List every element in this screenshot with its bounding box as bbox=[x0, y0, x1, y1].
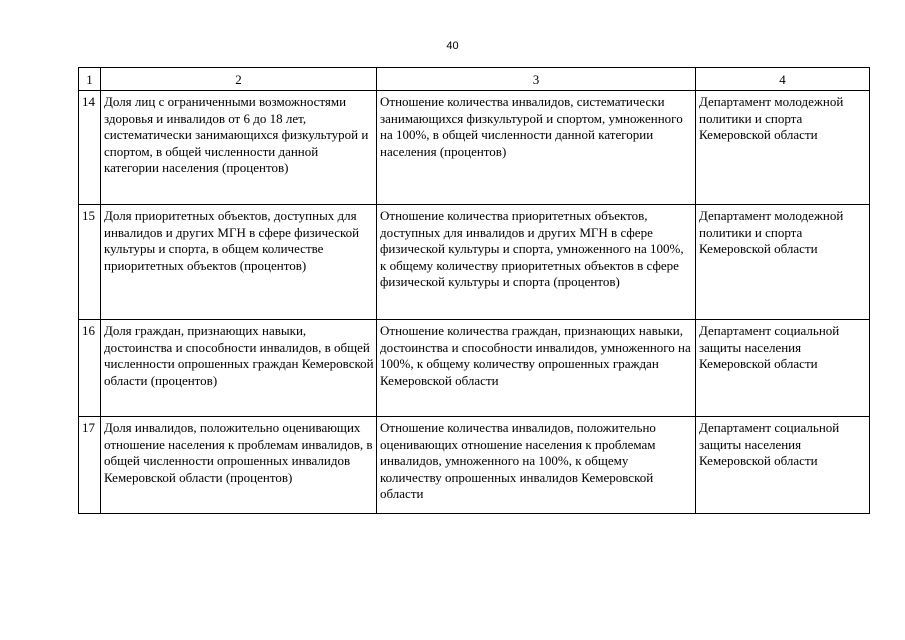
responsible-cell: Департамент молодежной политики и спорта Кемеровской области bbox=[696, 205, 870, 320]
row-number: 16 bbox=[79, 320, 101, 417]
row-number: 17 bbox=[79, 417, 101, 514]
indicator-cell: Доля граждан, признающих навыки, достоинства и способности инвалидов, в общей численности опрошенных граждан Кемеровской области (процентов) bbox=[101, 320, 377, 417]
indicator-table bbox=[78, 67, 870, 514]
responsible-cell: Департамент социальной защиты населения Кемеровской области bbox=[696, 417, 870, 514]
header-cell-1: 1 bbox=[79, 68, 101, 91]
responsible-cell: Департамент социальной защиты населения Кемеровской области bbox=[696, 320, 870, 417]
responsible-cell: Департамент молодежной политики и спорта Кемеровской области bbox=[696, 91, 870, 205]
indicator-cell: Доля лиц с ограниченными возможностями здоровья и инвалидов от 6 до 18 лет, систематически занимающихся физкультурой и спортом, в общей численности данной категории населения (процентов) bbox=[101, 91, 377, 205]
page-number: 40 bbox=[446, 40, 459, 52]
header-cell-4: 4 bbox=[696, 68, 870, 91]
indicator-cell: Доля инвалидов, положительно оценивающих отношение населения к проблемам инвалидов, в общей численности опрошенных инвалидов Кемеровской области (процентов) bbox=[101, 417, 377, 514]
header-cell-2: 2 bbox=[101, 68, 377, 91]
method-cell: Отношение количества инвалидов, положительно оценивающих отношение населения к проблемам инвалидов, умноженного на 100%, к общему количеству опрошенных инвалидов Кемеровской области bbox=[377, 417, 696, 514]
table-row bbox=[79, 205, 870, 320]
table-row bbox=[79, 320, 870, 417]
indicator-cell: Доля приоритетных объектов, доступных для инвалидов и других МГН в сфере физической культуры и спорта, в общем количестве приоритетных объектов (процентов) bbox=[101, 205, 377, 320]
table-row bbox=[79, 91, 870, 205]
method-cell: Отношение количества приоритетных объектов, доступных для инвалидов и других МГН в сфере физической культуры и спорта, умноженного на 100%, к общему количеству приоритетных объектов в сфере физической культуры и спорта (процентов) bbox=[377, 205, 696, 320]
row-number: 14 bbox=[79, 91, 101, 205]
header-cell-3: 3 bbox=[377, 68, 696, 91]
method-cell: Отношение количества граждан, признающих навыки, достоинства и способности инвалидов, умноженного на 100%, к общему количеству опрошенных граждан Кемеровской области bbox=[377, 320, 696, 417]
method-cell: Отношение количества инвалидов, систематически занимающихся физкультурой и спортом, умноженного на 100%, в общей численности данной категории населения (процентов) bbox=[377, 91, 696, 205]
table-header-row bbox=[79, 68, 870, 91]
table-row bbox=[79, 417, 870, 514]
row-number: 15 bbox=[79, 205, 101, 320]
